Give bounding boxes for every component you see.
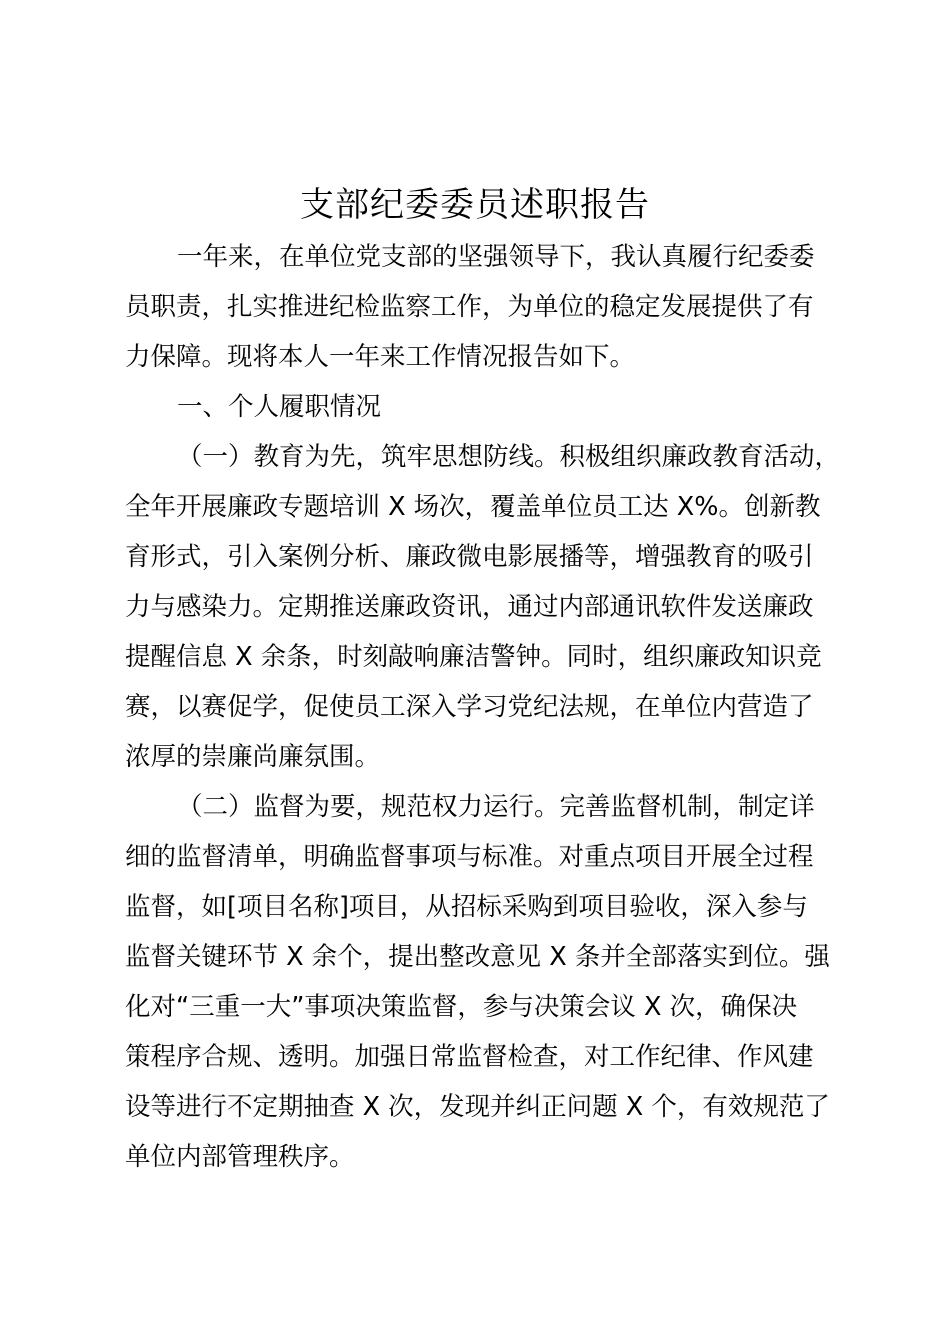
paragraph-line: 一年来，在单位党支部的坚强领导下，我认真履行纪委委 [177, 242, 815, 272]
paragraph-line: 力保障。现将本人一年来工作情况报告如下。 [125, 342, 636, 372]
document-title: 支部纪委委员述职报告 [300, 185, 650, 225]
paragraph-line: 育形式，引入案例分析、廉政微电影展播等，增强教育的吸引 [125, 542, 814, 572]
intro-paragraph [125, 232, 845, 382]
paragraph-line: 提醒信息 X 余条，时刻敲响廉洁警钟。同时，组织廉政知识竞 [125, 642, 822, 672]
paragraph-line: 力与感染力。定期推送廉政资讯，通过内部通讯软件发送廉政 [125, 592, 814, 622]
paragraph-line: 监督关键环节 X 余个，提出整改意见 X 条并全部落实到位。强 [125, 942, 830, 972]
paragraph-line: 浓厚的崇廉尚廉氛围。 [125, 742, 381, 772]
document-body [125, 232, 845, 1182]
paragraph-line: 赛，以赛促学，促使员工深入学习党纪法规，在单位内营造了 [125, 692, 814, 722]
paragraph-line: 员职责，扎实推进纪检监察工作，为单位的稳定发展提供了有 [125, 292, 814, 322]
paragraph-line: 设等进行不定期抽查 X 次，发现并纠正问题 X 个，有效规范了 [125, 1092, 830, 1122]
subsection-2-paragraph [125, 782, 845, 1182]
paragraph-line: 策程序合规、透明。加强日常监督检查，对工作纪律、作风建 [125, 1042, 814, 1072]
subsection-1-paragraph [125, 432, 845, 782]
paragraph-line: 单位内部管理秩序。 [125, 1142, 355, 1172]
paragraph-line: 全年开展廉政专题培训 X 场次，覆盖单位员工达 X%。创新教 [125, 492, 821, 522]
paragraph-line: （一）教育为先，筑牢思想防线。积极组织廉政教育活动， [177, 442, 841, 472]
paragraph-line: 细的监督清单，明确监督事项与标准。对重点项目开展全过程 [125, 842, 814, 872]
section-heading-text: 一、个人履职情况 [177, 392, 382, 422]
paragraph-line: 化对“三重一大”事项决策监督，参与决策会议 X 次，确保决 [125, 992, 798, 1022]
paragraph-line: （二）监督为要，规范权力运行。完善监督机制，制定详 [177, 792, 815, 822]
section-heading-1 [125, 382, 845, 432]
paragraph-line: 监督，如[项目名称]项目，从招标采购到项目验收，深入参与 [125, 892, 808, 922]
